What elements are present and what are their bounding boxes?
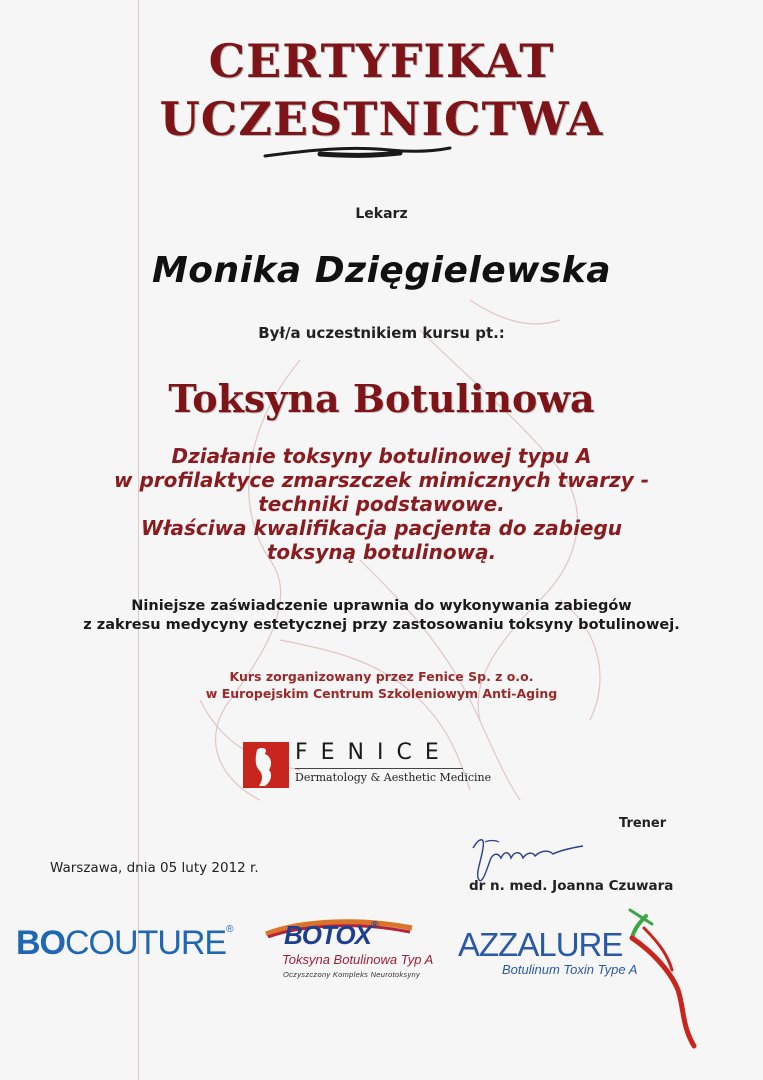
fenice-name: FENICE: [295, 740, 452, 765]
bocouture-logo-bold: BO: [16, 924, 65, 962]
azzalure-subtitle: Botulinum Toxin Type A: [502, 962, 638, 977]
trainer-name: dr n. med. Joanna Czuwara: [469, 878, 674, 894]
botox-small-print: Oczyszczony Kompleks Neurotoksyny: [283, 970, 421, 979]
description-line: toksyną botulinową.: [266, 540, 497, 564]
fenice-tagline: Dermatology & Aesthetic Medicine: [295, 771, 492, 784]
registered-mark: ®: [370, 920, 378, 931]
course-description: [0, 444, 763, 564]
bocouture-logo-rest: COUTURE: [65, 924, 227, 962]
recipient-name: Monika Dzięgielewska: [151, 250, 612, 291]
botox-wordmark: BOTOX®: [284, 920, 378, 950]
botox-subtitle: Toksyna Botulinowa Typ A: [282, 952, 434, 967]
trainer-label: Trener: [619, 816, 667, 831]
description-line: Właściwa kwalifikacja pacjenta do zabiegu: [140, 516, 623, 540]
fenice-figure-icon: [243, 742, 289, 788]
description-line: techniki podstawowe.: [258, 492, 505, 516]
permission-line: Niniejsze zaświadczenie uprawnia do wykonywania zabiegów: [131, 598, 632, 614]
course-title: Toksyna Botulinowa: [168, 376, 595, 421]
azzalure-figure-icon: [560, 900, 720, 1050]
organizer-line: w Europejskim Centrum Szkoleniowym Anti-Aging: [205, 686, 558, 701]
organizer-line: Kurs zorganizowany przez Fenice Sp. z o.o.: [229, 669, 534, 684]
azzalure-wordmark: AZZALURE: [458, 926, 623, 963]
permission-line: z zakresu medycyny estetycznej przy zastosowaniu toksyny botulinowej.: [83, 617, 680, 633]
permission-statement: [0, 597, 763, 635]
registered-mark: ®: [226, 924, 234, 935]
fenice-logo: [243, 740, 492, 788]
description-line: Działanie toksyny botulinowej typu A: [171, 444, 592, 468]
bocouture-logo: [16, 924, 233, 963]
description-line: w profilaktyce zmarszczek mimicznych twarzy -: [114, 468, 649, 492]
certificate-title-line1: CERTYFIKAT: [208, 34, 555, 88]
recipient-label: Lekarz: [355, 206, 408, 222]
botox-logo: [262, 918, 442, 984]
organizer-statement: [0, 668, 763, 702]
course-intro: Był/a uczestnikiem kursu pt.:: [258, 324, 505, 342]
certificate-title-line2: UCZESTNICTWA: [159, 92, 604, 146]
fenice-divider: [295, 768, 463, 769]
title-swash-ornament: [260, 140, 460, 164]
place-date: Warszawa, dnia 05 luty 2012 r.: [50, 860, 259, 876]
